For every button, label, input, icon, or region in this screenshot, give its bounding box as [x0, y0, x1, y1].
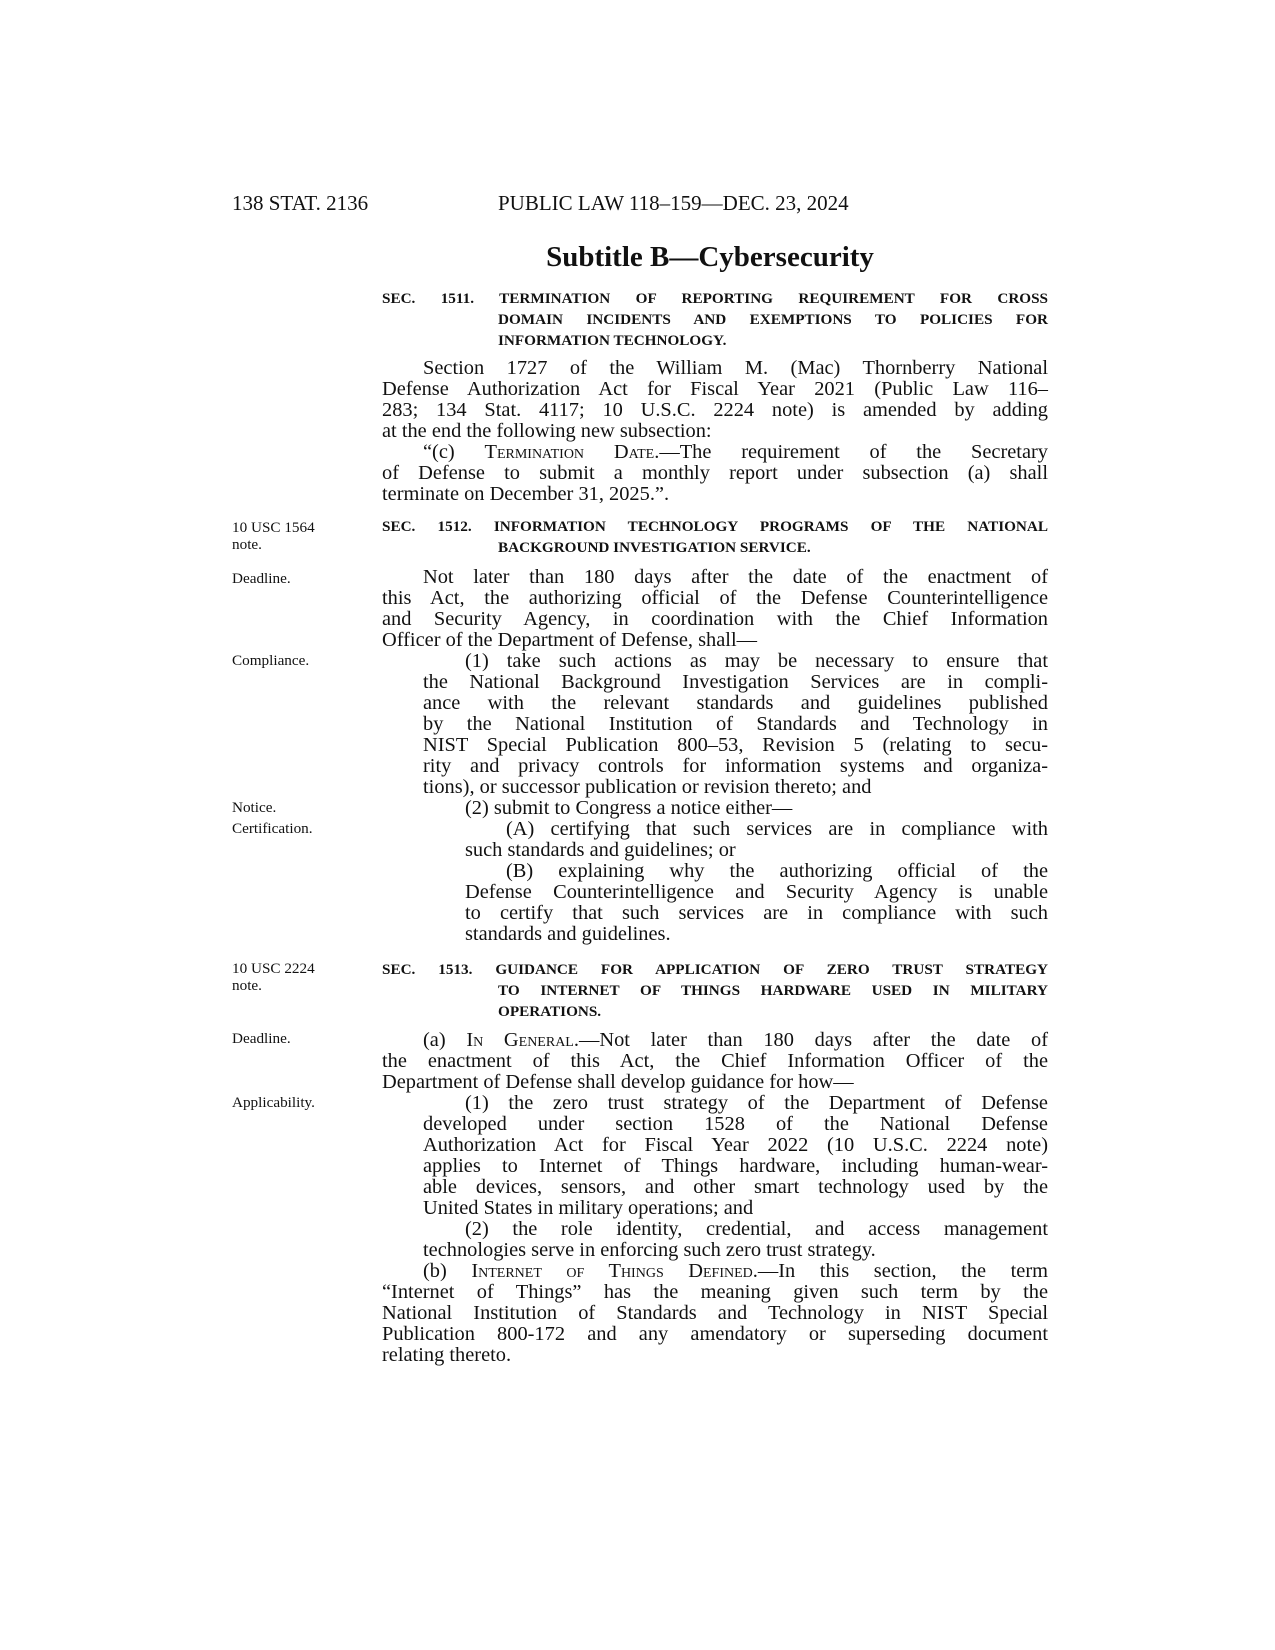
sec-1513-subsection-b-line — [423, 1260, 1048, 1282]
subsection-prefix: “(c) — [423, 441, 485, 463]
subsection-caption: Internet of Things Defined — [471, 1260, 753, 1282]
subsection-caption: In General — [466, 1029, 574, 1051]
margin-note-certification: Certification. — [232, 820, 313, 837]
subsection-prefix: (b) — [423, 1260, 472, 1282]
sec-1512-intro-line: Officer of the Department of Defense, shall— — [382, 629, 758, 651]
sec-1511-subsection-c-line: of Defense to submit a monthly report under subsection (a) shall — [382, 462, 1048, 484]
sec-1511-heading-line: DOMAIN INCIDENTS AND EXEMPTIONS TO POLICIES FOR — [498, 311, 1048, 328]
sec-1513-para-2-line: (2) the role identity, credential, and access management — [465, 1218, 1048, 1240]
sec-1512-subpara-a-line: (A) certifying that such services are in compliance with — [506, 818, 1048, 840]
sec-1513-subsection-a-line — [423, 1029, 1048, 1051]
sec-1513-para-1-line: applies to Internet of Things hardware, including human-wear- — [423, 1155, 1048, 1177]
sec-1512-para-1-line: ance with the relevant standards and guidelines published — [423, 692, 1048, 714]
sec-1513-subsection-b-line: National Institution of Standards and Technology in NIST Special — [382, 1302, 1048, 1324]
margin-note-deadline: Deadline. — [232, 1030, 291, 1047]
sec-1512-heading-line: BACKGROUND INVESTIGATION SERVICE. — [498, 539, 811, 556]
sec-1511-body-line: at the end the following new subsection: — [382, 420, 712, 442]
sec-1513-para-1-line: Authorization Act for Fiscal Year 2022 (10 U.S.C. 2224 note) — [423, 1134, 1048, 1156]
sec-1511-body-line: Section 1727 of the William M. (Mac) Thornberry National — [423, 357, 1048, 379]
subsection-caption: Termination Date — [484, 441, 655, 463]
sec-1512-para-2-line: (2) submit to Congress a notice either— — [465, 797, 793, 819]
margin-note-usc-cite: 10 USC 1564 — [232, 519, 315, 536]
margin-note-deadline: Deadline. — [232, 570, 291, 587]
sec-1513-heading-line: TO INTERNET OF THINGS HARDWARE USED IN MILITARY — [498, 982, 1048, 999]
sec-1513-para-1-line: United States in military operations; and — [423, 1197, 754, 1219]
sec-1512-para-1-line: tions), or successor publication or revision thereto; and — [423, 776, 872, 798]
sec-1511-heading-line: INFORMATION TECHNOLOGY. — [498, 332, 727, 349]
sec-1513-subsection-a-line: Department of Defense shall develop guidance for how— — [382, 1071, 854, 1093]
sec-1513-subsection-a-line: the enactment of this Act, the Chief Information Officer of the — [382, 1050, 1048, 1072]
sec-1513-subsection-b-line: Publication 800-172 and any amendatory or superseding document — [382, 1323, 1048, 1345]
sec-1512-subpara-a-line: such standards and guidelines; or — [465, 839, 736, 861]
sec-1511-body-line: Defense Authorization Act for Fiscal Year 2021 (Public Law 116– — [382, 378, 1048, 400]
sec-1512-para-1-line: the National Background Investigation Services are in compli- — [423, 671, 1048, 693]
sec-1512-para-1-line: (1) take such actions as may be necessary to ensure that — [465, 650, 1048, 672]
sec-1512-intro-line: Not later than 180 days after the date of the enactment of — [423, 566, 1048, 588]
sec-1512-para-1-line: NIST Special Publication 800–53, Revision 5 (relating to secu- — [423, 734, 1048, 756]
sec-1512-heading-line: SEC. 1512. INFORMATION TECHNOLOGY PROGRAMS OF THE NATIONAL — [382, 518, 1048, 535]
margin-note-usc-cite: note. — [232, 977, 262, 994]
sec-1512-intro-line: and Security Agency, in coordination with the Chief Information — [382, 608, 1048, 630]
page-law-citation: PUBLIC LAW 118–159—DEC. 23, 2024 — [498, 191, 849, 215]
subsection-text: .—The requirement of the Secretary — [654, 441, 1049, 463]
sec-1511-subsection-c-line: terminate on December 31, 2025.”. — [382, 483, 670, 505]
margin-note-applicability: Applicability. — [232, 1094, 315, 1111]
sec-1513-subsection-b-line: “Internet of Things” has the meaning given such term by the — [382, 1281, 1048, 1303]
sec-1513-subsection-b-line: relating thereto. — [382, 1344, 512, 1366]
sec-1513-para-2-line: technologies serve in enforcing such zero trust strategy. — [423, 1239, 876, 1261]
sec-1512-subpara-b-line: Defense Counterintelligence and Security Agency is unable — [465, 881, 1048, 903]
subsection-prefix: (a) — [423, 1029, 467, 1051]
sec-1511-subsection-c-line — [423, 441, 1048, 463]
sec-1511-heading-line: SEC. 1511. TERMINATION OF REPORTING REQUIREMENT FOR CROSS — [382, 290, 1048, 307]
sec-1513-heading-line: OPERATIONS. — [498, 1003, 602, 1020]
subsection-text: .—In this section, the term — [752, 1260, 1048, 1282]
page-stat-citation: 138 STAT. 2136 — [232, 191, 369, 215]
sec-1512-para-1-line: rity and privacy controls for information systems and organiza- — [423, 755, 1048, 777]
sec-1511-body-line: 283; 134 Stat. 4117; 10 U.S.C. 2224 note) is amended by adding — [382, 399, 1048, 421]
sec-1512-subpara-b-line: standards and guidelines. — [465, 923, 671, 945]
sec-1512-intro-line: this Act, the authorizing official of the Defense Counterintelligence — [382, 587, 1048, 609]
margin-note-compliance: Compliance. — [232, 652, 310, 669]
sec-1513-heading-line: SEC. 1513. GUIDANCE FOR APPLICATION OF ZERO TRUST STRATEGY — [382, 961, 1048, 978]
margin-note-notice: Notice. — [232, 799, 277, 816]
sec-1512-para-1-line: by the National Institution of Standards and Technology in — [423, 713, 1048, 735]
subsection-text: .—Not later than 180 days after the date of — [573, 1029, 1048, 1051]
margin-note-usc-cite: note. — [232, 536, 262, 553]
sec-1512-subpara-b-line: to certify that such services are in compliance with such — [465, 902, 1048, 924]
sec-1513-para-1-line: (1) the zero trust strategy of the Department of Defense — [465, 1092, 1048, 1114]
sec-1513-para-1-line: developed under section 1528 of the National Defense — [423, 1113, 1048, 1135]
margin-note-usc-cite: 10 USC 2224 — [232, 960, 315, 977]
sec-1513-para-1-line: able devices, sensors, and other smart technology used by the — [423, 1176, 1048, 1198]
sec-1512-subpara-b-line: (B) explaining why the authorizing official of the — [506, 860, 1048, 882]
subtitle-heading: Subtitle B—Cybersecurity — [546, 241, 874, 273]
